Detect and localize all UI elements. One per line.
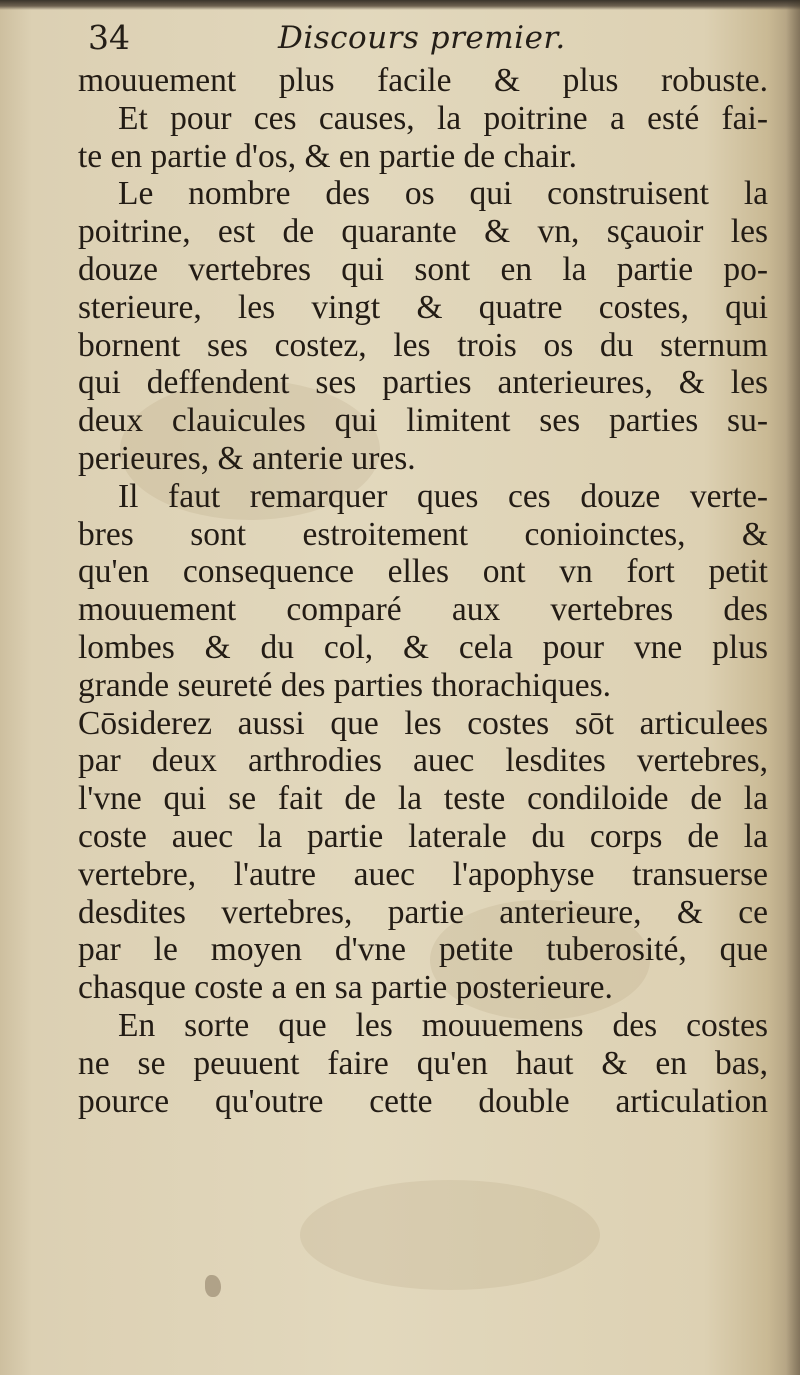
text-line: Le nombre des os qui construisent la <box>118 175 768 213</box>
text-line: chasque coste a en sa partie posterieure. <box>78 969 613 1007</box>
text-line: qu'en consequence elles ont vn fort petit <box>78 553 768 591</box>
text-line: poitrine, est de quarante & vn, sçauoir les <box>78 213 768 251</box>
page-number: 34 <box>88 18 130 57</box>
text-line: Et pour ces causes, la poitrine a esté fai- <box>118 99 768 137</box>
text-line: par deux arthrodies auec lesdites vertebres, <box>78 742 768 780</box>
text-line: mouuement comparé aux vertebres des <box>78 591 768 629</box>
ink-smudge <box>205 1275 221 1297</box>
text-line: bornent ses costez, les trois os du sternum <box>78 326 768 364</box>
text-line: perieures, & anterie ures. <box>78 439 416 477</box>
text-line: lombes & du col, & cela pour vne plus <box>78 628 768 666</box>
text-line: coste auec la partie laterale du corps de la <box>78 817 768 855</box>
running-header <box>88 14 768 62</box>
paper-stain <box>300 1180 600 1290</box>
text-line: qui deffendent ses parties anterieures, & les <box>78 364 768 402</box>
text-line: grande seureté des parties thorachiques. <box>78 666 611 704</box>
text-line: Il faut remarquer ques ces douze verte- <box>118 477 768 515</box>
page-right-edge <box>786 0 800 1375</box>
text-line: pource qu'outre cette double articulation <box>78 1082 768 1120</box>
text-line: mouuement plus facile & plus robuste. <box>78 62 768 99</box>
text-line: par le moyen d'vne petite tuberosité, que <box>78 931 768 969</box>
text-line: l'vne qui se fait de la teste condiloide de la <box>78 780 768 818</box>
text-line: deux clauicules qui limitent ses parties su- <box>78 402 768 440</box>
text-line: ne se peuuent faire qu'en haut & en bas, <box>78 1044 768 1082</box>
text-line: vertebre, l'autre auec l'apophyse transuerse <box>78 855 768 893</box>
body-text <box>78 62 768 1120</box>
text-line: douze vertebres qui sont en la partie po- <box>78 250 768 288</box>
text-line: desdites vertebres, partie anterieure, & ce <box>78 893 768 931</box>
text-line: En sorte que les mouuemens des costes <box>118 1006 768 1044</box>
text-line: Cōsiderez aussi que les costes sōt articulees <box>78 704 768 742</box>
page-top-edge <box>0 0 800 10</box>
running-title: Discours premier. <box>278 20 566 56</box>
text-line: te en partie d'os, & en partie de chair. <box>78 137 578 175</box>
text-line: bres sont estroitement conioinctes, & <box>78 515 768 553</box>
text-line: sterieure, les vingt & quatre costes, qui <box>78 288 768 326</box>
